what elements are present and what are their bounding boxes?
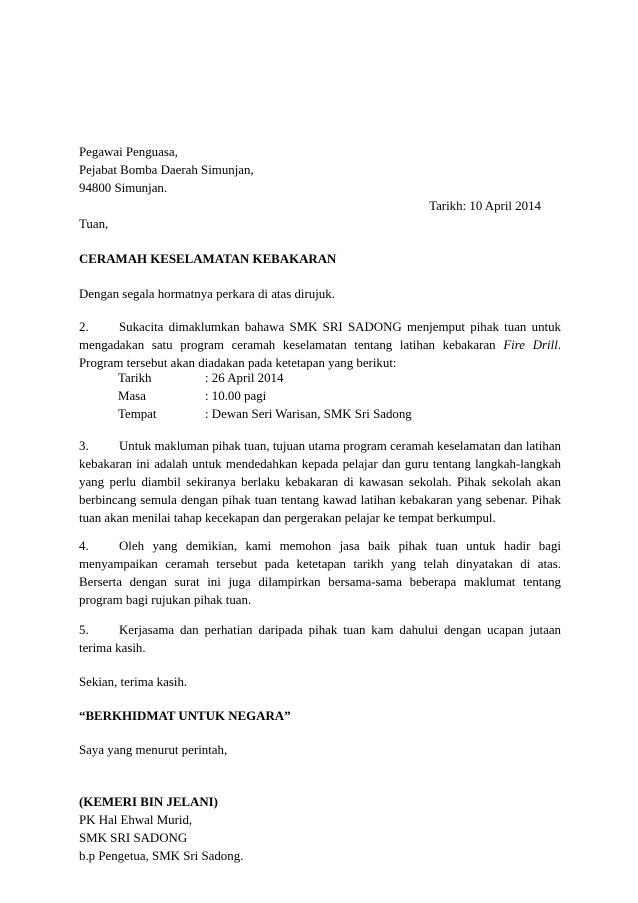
paragraph-3-line-3: yang perlu diambil sekiranya berlaku kebakaran di kawasan sekolah. Pihak sekolah akan xyxy=(79,475,561,490)
detail-row-date xyxy=(79,369,561,387)
paragraph-4-line-3: Berserta dengan surat ini juga dilampirkan bersama-sama beberapa maklumat tentang xyxy=(79,575,561,590)
subject-heading: CERAMAH KESELAMATAN KEBAKARAN xyxy=(79,252,337,266)
signature-block xyxy=(79,793,561,865)
detail-row-venue xyxy=(79,405,561,423)
address-line-2: Pejabat Bomba Daerah Simunjan, xyxy=(79,163,254,178)
paragraph-3-line-5: tuan akan menilai tahap kecekapan dan pergerakan pelajar ke tempat berkumpul. xyxy=(79,511,496,526)
detail-value: : 10.00 pagi xyxy=(205,389,267,404)
paragraph-3-number: 3. xyxy=(79,439,89,453)
paragraph-4-line-1: Oleh yang demikian, kami memohon jasa baik pihak tuan untuk hadir bagi xyxy=(119,539,561,553)
program-details xyxy=(79,369,561,423)
paragraph-2-line-1: Sukacita dimaklumkan bahawa SMK SRI SADONG menjemput pihak tuan untuk xyxy=(119,320,561,334)
salutation: Tuan, xyxy=(79,217,109,231)
signatory-title-3: b.p Pengetua, SMK Sri Sadong. xyxy=(79,849,244,864)
paragraph-5-line-2: terima kasih. xyxy=(79,641,146,656)
signatory-title-1: PK Hal Ehwal Murid, xyxy=(79,813,193,828)
detail-label: Tarikh xyxy=(118,371,152,385)
detail-label: Masa xyxy=(118,389,146,404)
paragraph-2: 2. Sukacita dimaklumkan bahawa SMK SRI SADONG menjemput pihak tuan untuk mengadakan satu program ceramah keselamatan tentang latihan kebakaran Fire Drill. Program tersebut akan diadakan pada ketetapan yang berikut: xyxy=(79,318,561,372)
paragraph-3-line-1: Untuk makluman pihak tuan, tujuan utama program ceramah keselamatan dan latihan xyxy=(119,439,561,453)
paragraph-4-number: 4. xyxy=(79,539,89,553)
motto: “BERKHIDMAT UNTUK NEGARA” xyxy=(79,709,291,723)
paragraph-5 xyxy=(79,621,561,657)
paragraph-2-number: 2. xyxy=(79,320,89,334)
yours-faithfully: Saya yang menurut perintah, xyxy=(79,743,228,757)
detail-value: : Dewan Seri Warisan, SMK Sri Sadong xyxy=(205,407,412,422)
paragraph-4-line-2: menyampaikan ceramah tersebut pada ketetapan tarikh yang telah dinyatakan di atas. xyxy=(79,557,561,572)
paragraph-5-number: 5. xyxy=(79,623,89,637)
paragraph-5-line-1: Kerjasama dan perhatian daripada pihak tuan kam dahului dengan ucapan jutaan xyxy=(119,623,561,637)
recipient-address xyxy=(79,143,561,197)
signatory-name: (KEMERI BIN JELANI) xyxy=(79,795,218,809)
signatory-title-2: SMK SRI SADONG xyxy=(79,831,188,846)
letter-date: Tarikh: 10 April 2014 xyxy=(429,199,541,213)
paragraph-3-line-4: berbincang semula dengan pihak tuan tentang kawad latihan kebakaran yang sebenar. Pihak xyxy=(79,493,561,508)
closing-line: Sekian, terima kasih. xyxy=(79,675,188,689)
intro-paragraph: Dengan segala hormatnya perkara di atas dirujuk. xyxy=(79,287,335,301)
paragraph-2-line-3: Program tersebut akan diadakan pada ketetapan yang berikut: xyxy=(79,356,397,371)
paragraph-4-line-4: program bagi rujukan pihak tuan. xyxy=(79,593,252,608)
paragraph-3 xyxy=(79,437,561,527)
address-line-3: 94800 Simunjan. xyxy=(79,181,168,196)
detail-row-time xyxy=(79,387,561,405)
detail-value: : 26 April 2014 xyxy=(205,371,284,385)
paragraph-4 xyxy=(79,537,561,609)
detail-label: Tempat xyxy=(118,407,157,422)
fire-drill-term: Fire Drill xyxy=(503,338,558,353)
paragraph-2-line-2: mengadakan satu program ceramah keselamatan tentang latihan kebakaran xyxy=(79,338,496,353)
paragraph-3-line-2: kebakaran ini adalah untuk mendedahkan kepada pelajar dan guru tentang langkah-langkah xyxy=(79,457,561,472)
address-line-1: Pegawai Penguasa, xyxy=(79,145,178,159)
